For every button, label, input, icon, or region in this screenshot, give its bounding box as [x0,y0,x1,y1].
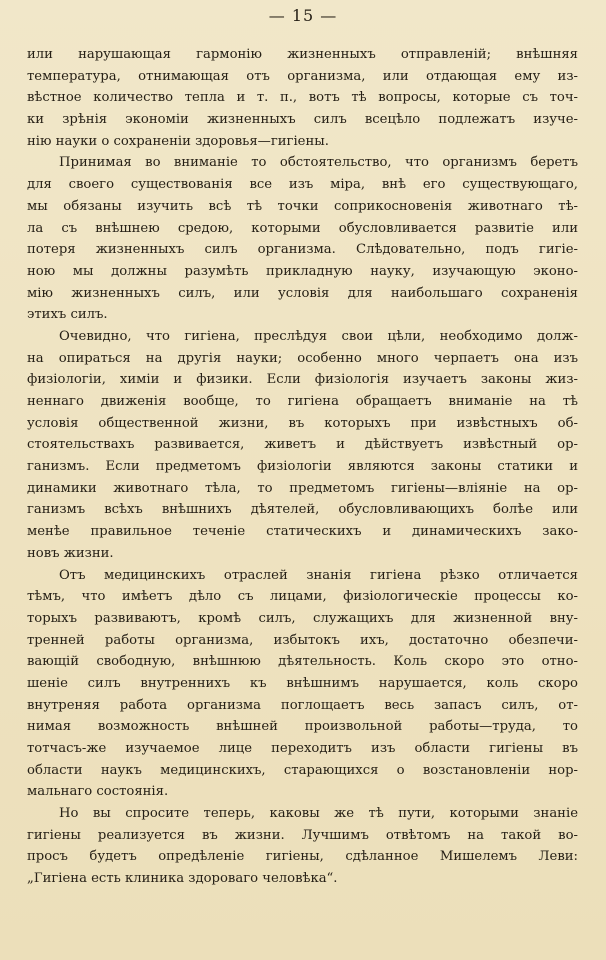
text-line: Принимая во вниманіе то обстоятельство, что организмъ беретъ [59,155,578,171]
text-line: просъ будетъ опредѣленіе гигіены, сдѣланное Мишелемъ Леви: [27,849,578,865]
text-line: менѣе правильное теченіе статическихъ и динамическихъ зако- [27,524,578,540]
text-line: внутреняя работа организма поглощаетъ весь запасъ силъ, от- [27,697,578,713]
paragraph [27,803,578,890]
text-line: ною мы должны разумѣть прикладную науку, изучающую эконо- [27,263,578,279]
text-line: динамики животнаго тѣла, то предметомъ гигіены—вліяніе на ор- [27,480,578,496]
text-line: мы обязаны изучить всѣ тѣ точки соприкосновенія животнаго тѣ- [27,198,578,214]
text-line: ганизмъ. Если предметомъ физіологіи являются законы статики и [27,459,578,475]
paragraph [27,565,578,804]
text-line: мію жизненныхъ силъ, или условія для наибольшаго сохраненія [27,285,578,301]
paragraph [27,44,578,152]
text-line: торыхъ развиваютъ, кромѣ силъ, служащихъ для жизненной вну- [27,610,578,626]
text-line: этихъ силъ. [27,307,108,323]
text-line: или нарушающая гармонію жизненныхъ отправленій; внѣшняя [27,47,578,62]
text-line: шеніе силъ внутреннихъ къ внѣшнимъ нарушается, коль скоро [27,675,578,691]
text-line: для своего существованія все изъ міра, внѣ его существующаго, [27,177,578,193]
text-line: Очевидно, что гигіена, преслѣдуя свои цѣли, необходимо долж- [59,328,578,344]
text-line: тѣмъ, что имѣетъ дѣло съ лицами, физіологическіе процессы ко- [27,589,578,605]
text-line: новъ жизни. [27,545,114,561]
text-line: Отъ медицинскихъ отраслей знанія гигіена рѣзко отличается [59,567,578,583]
text-line: гигіены реализуется въ жизни. Лучшимъ отвѣтомъ на такой во- [27,827,578,843]
text-line: Но вы спросите теперь, каковы же тѣ пути, которыми знаніе [59,806,578,822]
text-line: физіологіи, химіи и физики. Если физіологія изучаетъ законы жиз- [27,372,578,388]
text-line: области наукъ медицинскихъ, старающихся о возстановленіи нор- [27,762,578,778]
paragraph [27,326,578,565]
text-line: тренней работы организма, избытокъ ихъ, достаточно обезпечи- [27,632,578,648]
text-line: вающій свободную, внѣшнюю дѣятельность. Коль скоро это отно- [27,654,578,670]
text-line: потеря жизненныхъ силъ организма. Слѣдовательно, подъ гигіе- [27,242,578,258]
text-line: ганизмъ всѣхъ внѣшнихъ дѣятелей, обусловливающихъ болѣе или [27,502,578,518]
text-line: нимая возможность внѣшней произвольной работы—труда, то [27,719,578,735]
text-line: „Гигіена есть клиника здороваго человѣка“. [27,871,338,887]
text-line: мальнаго состоянія. [27,784,169,800]
text-line: вѣстное количество тепла и т. п., вотъ тѣ вопросы, которые съ точ- [27,90,578,106]
text-line: ки зрѣнія экономіи жизненныхъ силъ всецѣло подлежатъ изуче- [27,112,578,128]
page-number: — 15 — [268,6,338,25]
text-line: стоятельствахъ развивается, живетъ и дѣйствуетъ извѣстный ор- [27,437,578,453]
text-line: неннаго движенія вообще, то гигіена обращаетъ вниманіе на тѣ [27,394,578,409]
text-line: температура, отнимающая отъ организма, или отдающая ему из- [27,68,578,84]
text-line: условія общественной жизни, въ которыхъ при извѣстныхъ об- [27,415,578,431]
paragraph [27,152,578,326]
text-line: нію науки о сохраненіи здоровья—гигіены. [27,133,329,149]
text-line: тотчасъ-же изучаемое лице переходитъ изъ области гигіены въ [27,741,578,756]
page-body [27,44,578,890]
text-line: на опираться на другія науки; особенно много черпаетъ она изъ [27,350,578,366]
text-line: ла съ внѣшнею средою, которыми обусловливается развитіе или [27,220,578,236]
